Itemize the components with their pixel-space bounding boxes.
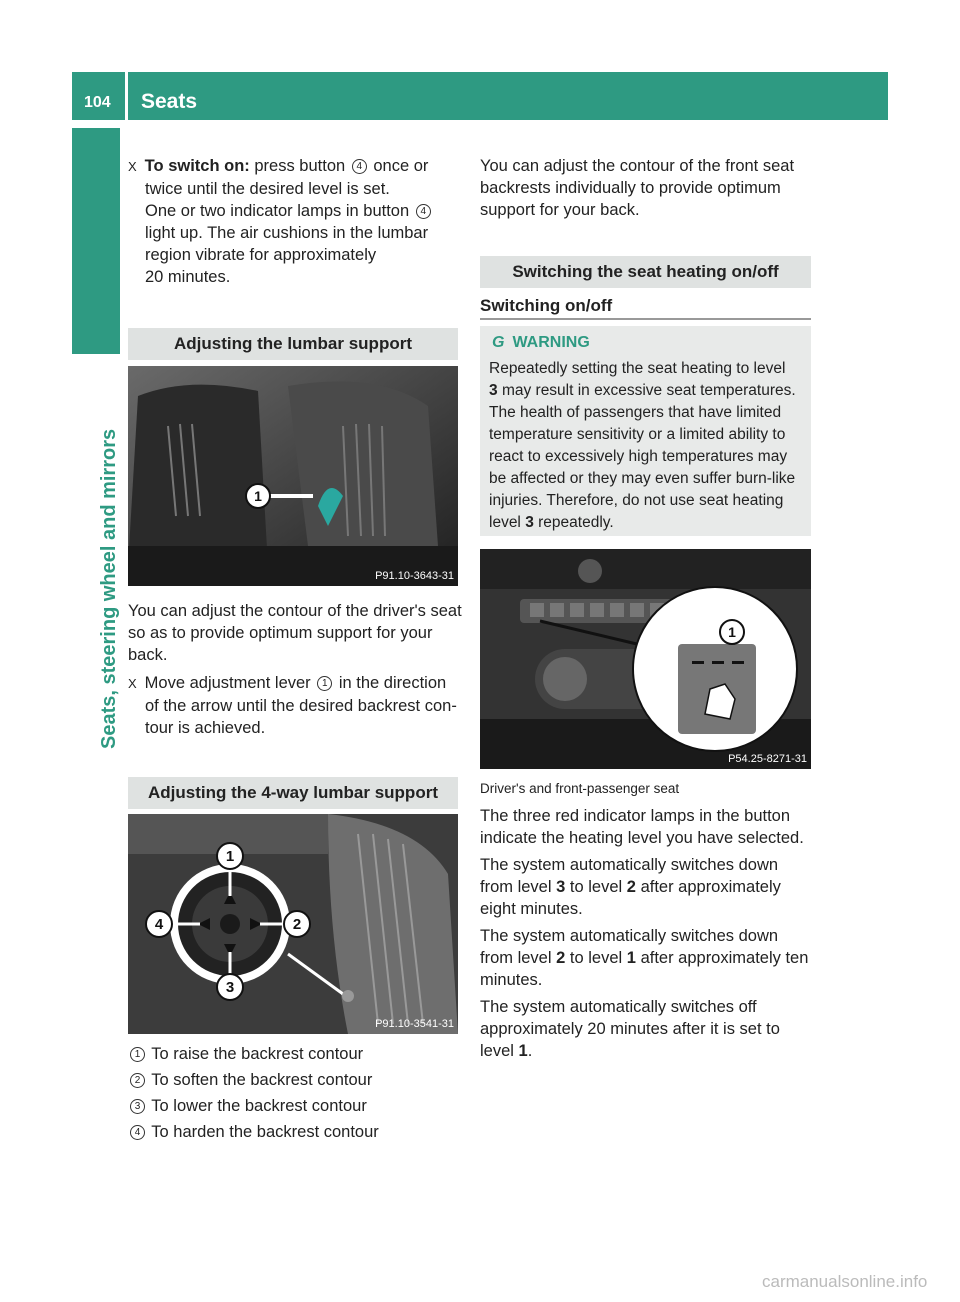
- subheading: Switching on/off: [480, 296, 613, 315]
- text: repeatedly.: [538, 514, 614, 531]
- level-num: 1: [626, 949, 636, 967]
- step-bullet: X: [128, 676, 137, 691]
- section-heading: Switching the seat heating on/off: [480, 256, 811, 288]
- header-divider: [125, 72, 128, 120]
- text: level: [489, 514, 521, 531]
- four-way-image: [128, 814, 458, 1034]
- text: twice until the desired level is set.: [145, 180, 390, 198]
- marker: 4: [352, 159, 367, 174]
- callout-2: 2: [292, 916, 302, 933]
- text: in the direction: [338, 674, 447, 692]
- text: injuries. Therefore, do not use seat heating: [489, 492, 784, 509]
- text: so as to provide optimum support for your: [128, 624, 433, 642]
- list-item: To harden the backrest contour: [151, 1123, 379, 1141]
- text: The system automatically switches down: [480, 927, 779, 945]
- marker: 1: [317, 676, 332, 691]
- warning-icon: G: [492, 334, 505, 351]
- text: 20 minutes.: [145, 268, 231, 286]
- page-title: Seats: [141, 90, 198, 113]
- callout-3: 3: [225, 979, 235, 996]
- lumbar-image: [128, 366, 458, 586]
- text: once or: [373, 157, 429, 175]
- image-code: P91.10-3643-31: [375, 570, 454, 582]
- text: The system automatically switches down: [480, 856, 779, 874]
- text: minutes.: [480, 971, 543, 989]
- list-item: To lower the backrest contour: [151, 1097, 367, 1115]
- level-num: 3: [525, 514, 534, 531]
- text: to level: [569, 949, 623, 967]
- text: backrests individually to provide optimum: [480, 179, 781, 197]
- image-code: P54.25-8271-31: [728, 753, 807, 765]
- text: support for your back.: [480, 201, 640, 219]
- text: back.: [128, 646, 168, 664]
- text: level: [480, 1042, 514, 1060]
- list-marker: 3: [130, 1099, 145, 1114]
- text: eight minutes.: [480, 900, 583, 918]
- watermark: carmanualsonline.info: [762, 1272, 928, 1291]
- level-num: 2: [626, 878, 636, 896]
- step-bullet: X: [128, 159, 137, 174]
- text: press button: [254, 157, 346, 175]
- text: after approximately: [640, 878, 781, 896]
- seat-heating-image: [480, 549, 811, 769]
- subheading-rule: [480, 318, 811, 320]
- warning-title: WARNING: [512, 334, 590, 351]
- warning-box: [480, 326, 811, 536]
- text: to level: [569, 878, 623, 896]
- text: Move adjustment lever: [144, 674, 311, 692]
- text: from level: [480, 949, 552, 967]
- text: .: [527, 1042, 533, 1060]
- list-marker: 1: [130, 1047, 145, 1062]
- text: region vibrate for approximately: [145, 246, 377, 264]
- text: You can adjust the contour of the front seat: [480, 157, 795, 175]
- text: from level: [480, 878, 552, 896]
- text: The health of passengers that have limited: [489, 404, 782, 421]
- switch-on-label: To switch on:: [144, 157, 250, 175]
- switch-on-step: [128, 155, 458, 288]
- text: react to excessively high temperatures may: [489, 448, 788, 465]
- sidebar-label: Seats, steering wheel and mirrors: [98, 428, 120, 749]
- text: tour is achieved.: [145, 719, 266, 737]
- level-num: 1: [518, 1042, 528, 1060]
- list-marker: 4: [130, 1125, 145, 1140]
- section-heading: Adjusting the lumbar support: [128, 328, 458, 360]
- text: be affected or they may even suffer burn-like: [489, 470, 796, 487]
- heating-text: [480, 805, 815, 1062]
- callout-1: 1: [254, 488, 262, 504]
- level-num: 3: [489, 382, 498, 399]
- text: Repeatedly setting the seat heating to level: [489, 360, 786, 377]
- text: light up. The air cushions in the lumbar: [145, 224, 429, 242]
- intro-text: [480, 155, 815, 221]
- text: indicate the heating level you have selected.: [480, 829, 804, 847]
- lumbar-text: [128, 600, 463, 739]
- level-num: 2: [556, 949, 566, 967]
- callout-1: 1: [728, 624, 736, 640]
- text: The three red indicator lamps in the button: [480, 807, 791, 825]
- list-item: To soften the backrest contour: [151, 1071, 373, 1089]
- callout-4: 4: [154, 916, 164, 933]
- text: approximately 20 minutes after it is set to: [480, 1020, 780, 1038]
- four-way-list: [128, 1043, 458, 1143]
- text: The system automatically switches off: [480, 998, 757, 1016]
- page-number: 104: [84, 94, 111, 111]
- text: after approximately ten: [640, 949, 809, 967]
- marker: 4: [416, 204, 431, 219]
- text: You can adjust the contour of the driver's seat: [128, 602, 462, 620]
- level-num: 3: [556, 878, 566, 896]
- image-code: P91.10-3541-31: [375, 1018, 454, 1030]
- figure-caption: Driver's and front-passenger seat: [480, 781, 680, 796]
- list-item: To raise the backrest contour: [151, 1045, 364, 1063]
- text: of the arrow until the desired backrest con-: [145, 697, 457, 715]
- list-marker: 2: [130, 1073, 145, 1088]
- callout-1: 1: [225, 848, 235, 865]
- text: temperature sensitivity or a limited ability to: [489, 426, 786, 443]
- text: may result in excessive seat temperatures.: [501, 382, 796, 399]
- section-heading: Adjusting the 4-way lumbar support: [128, 777, 458, 809]
- sidebar-tab: [72, 128, 120, 354]
- text: One or two indicator lamps in button: [145, 202, 410, 220]
